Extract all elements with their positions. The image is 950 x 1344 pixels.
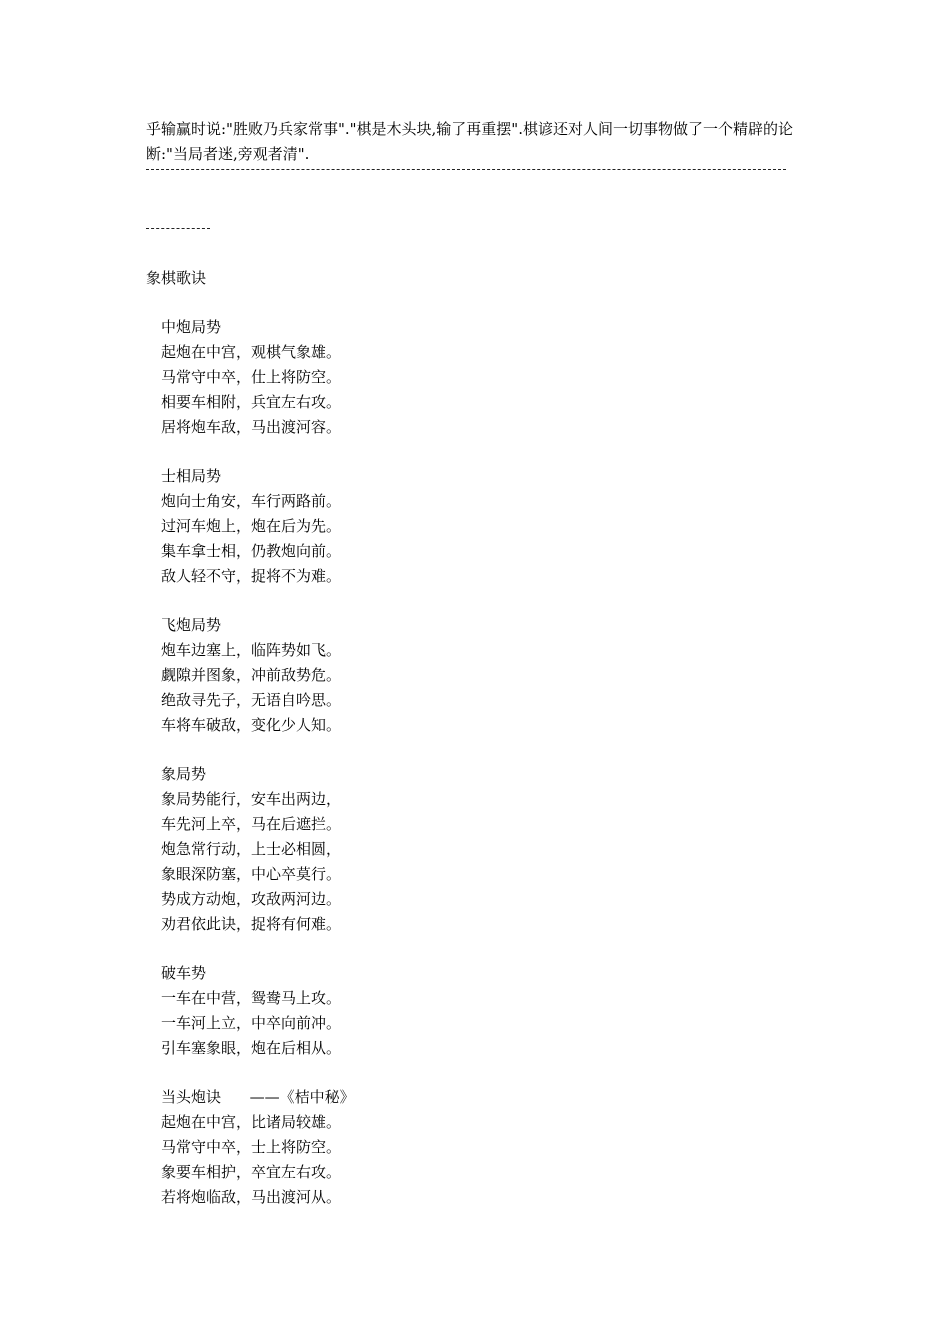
poem-line: 象局势能行，安车出两边， (161, 790, 342, 808)
poem-line: 居将炮车敌，马出渡河容。 (161, 418, 342, 436)
poem-line: 炮向士角安，车行两路前。 (161, 492, 342, 510)
poem-line: 集车拿士相，仍教炮向前。 (161, 542, 342, 560)
poem-line: 车先河上卒，马在后遮拦。 (161, 815, 342, 833)
poem-line: 炮急常行动，上士必相圆， (161, 840, 342, 858)
poem-line: 一车河上立，中卒向前冲。 (161, 1014, 342, 1032)
poem-line: 马常守中卒，士上将防空。 (161, 1138, 342, 1156)
poem-title: 破车势 (161, 964, 207, 982)
dashed-divider-long (146, 169, 786, 170)
poem-line: 若将炮临敌，马出渡河从。 (161, 1188, 342, 1206)
poem-line: 马常守中卒，仕上将防空。 (161, 368, 342, 386)
poem-title: 象局势 (161, 765, 207, 783)
dashed-divider-short (146, 228, 210, 229)
poem-title: 当头炮诀 ——《桔中秘》 (161, 1088, 355, 1106)
poem-line: 引车塞象眼，炮在后相从。 (161, 1039, 342, 1057)
poem-list (161, 315, 661, 1234)
poem-block (161, 961, 661, 1061)
intro-paragraph: 乎输赢时说:"胜败乃兵家常事"."棋是木头块,输了再重摆".棋谚还对人间一切事物做了一个精辟的论断:"当局者迷,旁观者清". (146, 120, 793, 163)
poem-block (161, 613, 661, 738)
poem-line: 绝敌寻先子，无语自吟思。 (161, 691, 342, 709)
poem-title: 中炮局势 (161, 318, 222, 336)
poem-line: 车将车破敌，变化少人知。 (161, 716, 342, 734)
poem-block (161, 1085, 661, 1210)
poem-title: 士相局势 (161, 467, 222, 485)
poem-block (161, 762, 661, 937)
poem-block (161, 315, 661, 440)
poem-line: 势成方动炮，攻敌两河边。 (161, 890, 342, 908)
poem-line: 象要车相护，卒宜左右攻。 (161, 1163, 342, 1181)
poem-line: 劝君依此诀，捉将有何难。 (161, 915, 342, 933)
poem-line: 起炮在中宫，比诸局较雄。 (161, 1113, 342, 1131)
poem-line: 过河车炮上，炮在后为先。 (161, 517, 342, 535)
poem-line: 一车在中营，鸳鸯马上攻。 (161, 989, 342, 1007)
section-title: 象棋歌诀 (146, 269, 207, 287)
poem-block (161, 464, 661, 589)
poem-line: 敌人轻不守，捉将不为难。 (161, 567, 342, 585)
poem-line: 起炮在中宫，观棋气象雄。 (161, 343, 342, 361)
poem-line: 炮车边塞上，临阵势如飞。 (161, 641, 342, 659)
poem-line: 象眼深防塞，中心卒莫行。 (161, 865, 342, 883)
poem-title: 飞炮局势 (161, 616, 222, 634)
poem-line: 相要车相附，兵宜左右攻。 (161, 393, 342, 411)
poem-line: 觑隙并图象，冲前敌势危。 (161, 666, 342, 684)
